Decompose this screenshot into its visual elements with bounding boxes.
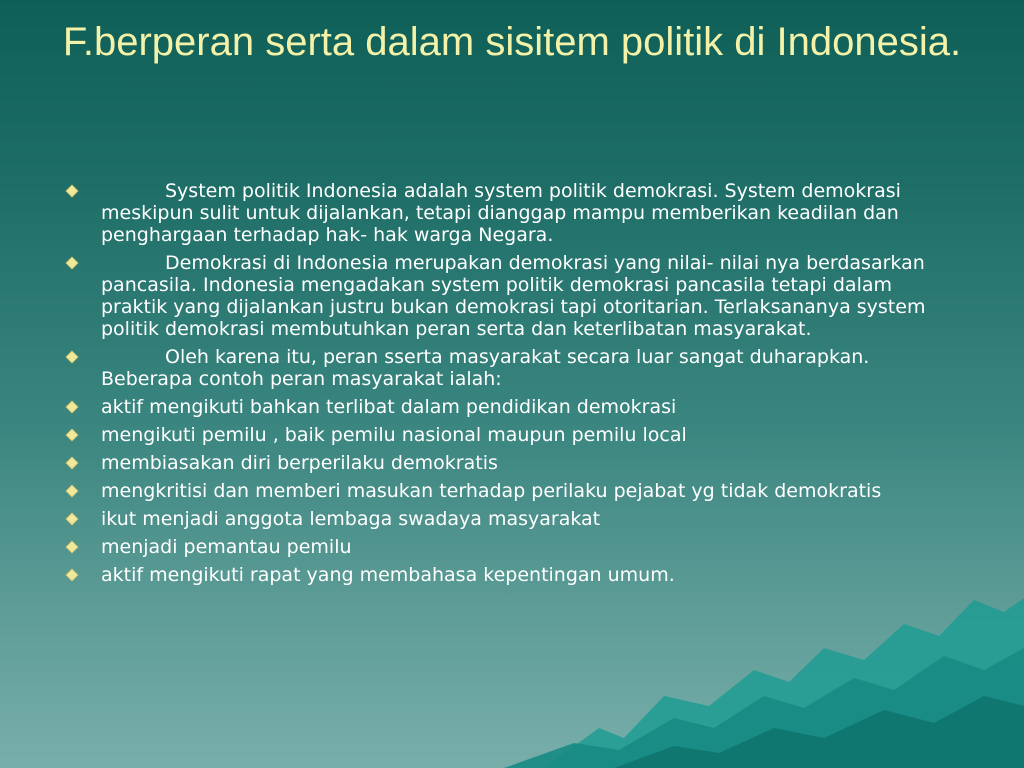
list-item: [64, 452, 964, 474]
diamond-bullet-icon: [65, 456, 79, 470]
list-item: [64, 564, 964, 586]
list-item: [64, 536, 964, 558]
diamond-bullet-icon: [65, 568, 79, 582]
diamond-bullet-icon: [65, 400, 79, 414]
list-item-text: Demokrasi di Indonesia merupakan demokrasi yang nilai- nilai nya berdasarkan pancasila. Indonesia mengadakan system politik demokrasi pancasila tetapi dalam praktik yang dijalankan justru bukan demokrasi tapi otoritarian. Terlaksananya system politik demokrasi membutuhkan peran serta dan keterlibatan masyarakat.: [101, 252, 926, 340]
list-item: [64, 508, 964, 530]
list-item-text: mengikuti pemilu , baik pemilu nasional maupun pemilu local: [101, 424, 687, 446]
list-item-text: ikut menjadi anggota lembaga swadaya masyarakat: [101, 508, 601, 530]
diamond-bullet-icon: [65, 184, 79, 198]
list-item-text: mengkritisi dan memberi masukan terhadap perilaku pejabat yg tidak demokratis: [101, 480, 882, 502]
diamond-bullet-icon: [65, 256, 79, 270]
list-item-text: aktif mengikuti rapat yang membahasa kepentingan umum.: [101, 564, 675, 586]
list-item-text: membiasakan diri berperilaku demokratis: [101, 452, 498, 474]
diamond-bullet-icon: [65, 540, 79, 554]
list-item-text: System politik Indonesia adalah system politik demokrasi. System demokrasi meskipun sulit untuk dijalankan, tetapi dianggap mampu memberikan keadilan dan penghargaan terhadap hak- hak warga Negara.: [101, 180, 901, 246]
mountain-decoration: [504, 578, 1024, 768]
list-item: [64, 480, 964, 502]
slide-title: F.berperan serta dalam sisitem politik di Indonesia.: [62, 20, 962, 64]
list-item-text: menjadi pemantau pemilu: [101, 536, 352, 558]
list-item-text: Oleh karena itu, peran sserta masyarakat secara luar sangat duharapkan. Beberapa contoh peran masyarakat ialah:: [101, 346, 870, 390]
list-item: [64, 424, 964, 446]
list-item-text: aktif mengikuti bahkan terlibat dalam pendidikan demokrasi: [101, 396, 677, 418]
diamond-bullet-icon: [65, 512, 79, 526]
list-item: [64, 252, 964, 340]
diamond-bullet-icon: [65, 484, 79, 498]
list-item: [64, 396, 964, 418]
diamond-bullet-icon: [65, 350, 79, 364]
diamond-bullet-icon: [65, 428, 79, 442]
bullet-list: [64, 180, 964, 592]
list-item: [64, 346, 964, 390]
list-item: [64, 180, 964, 246]
